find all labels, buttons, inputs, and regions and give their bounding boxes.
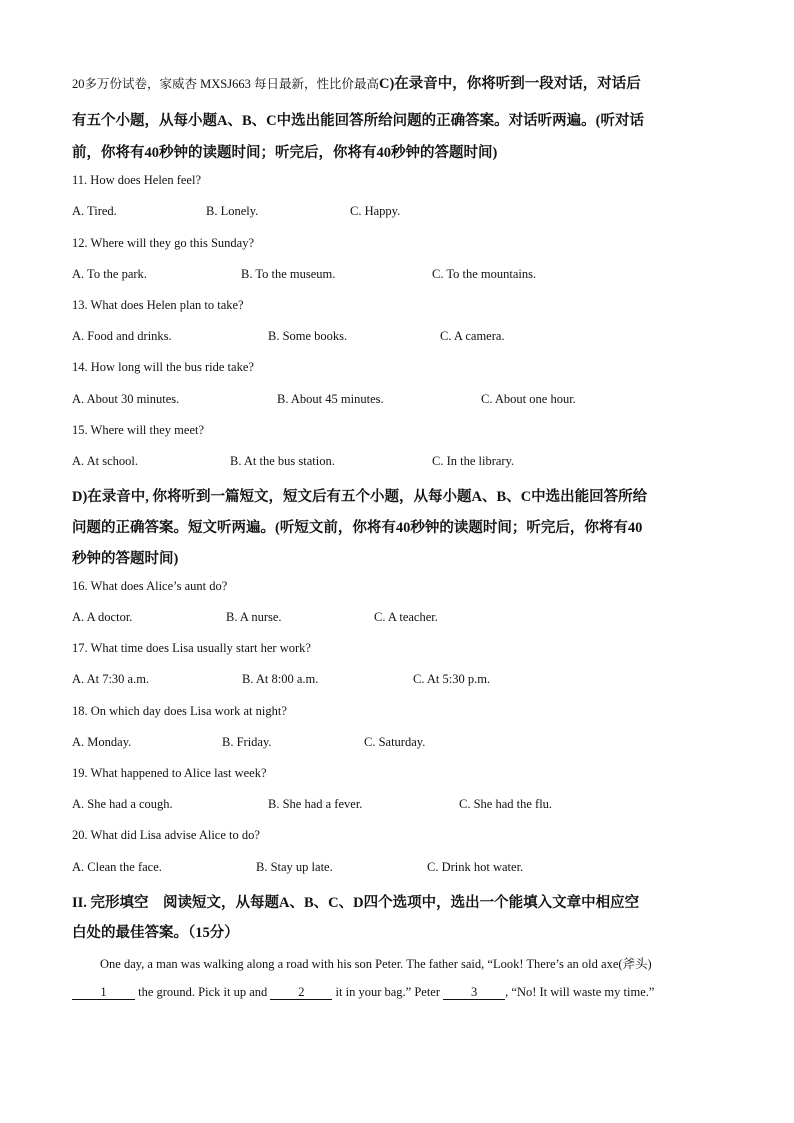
question-18: 18. On which day does Lisa work at night? <box>72 704 287 718</box>
section-c-heading: C)在录音中，你将听到一段对话，对话后 <box>378 76 641 92</box>
q15-option-c: C. In the library. <box>432 454 515 468</box>
q17-option-b: B. At 8:00 a.m. <box>242 672 319 686</box>
q11-option-c: C. Happy. <box>350 204 401 218</box>
q14-option-b: B. About 45 minutes. <box>277 392 384 406</box>
q14-option-c: C. About one hour. <box>481 392 576 406</box>
header-prefix: 20多万份试卷，家威杏 MXSJ663 每日最新，性比价最高 <box>72 77 379 91</box>
q20-option-a: A. Clean the face. <box>72 860 162 874</box>
q13-option-a: A. Food and drinks. <box>72 329 172 343</box>
q11-option-b: B. Lonely. <box>206 204 259 218</box>
passage-text-2a: the ground. Pick it up and <box>135 985 271 999</box>
section-ii-heading: II. 完形填空 阅读短文，从每题A、B、C、D四个选项中，选出一个能填入文章中相应空 <box>72 895 640 911</box>
q20-option-c: C. Drink hot water. <box>427 860 524 874</box>
q12-option-a: A. To the park. <box>72 267 147 281</box>
q19-option-a: A. She had a cough. <box>72 797 173 811</box>
q11-option-a: A. Tired. <box>72 204 117 218</box>
q16-option-c: C. A teacher. <box>374 610 438 624</box>
q16-option-b: B. A nurse. <box>226 610 282 624</box>
question-13: 13. What does Helen plan to take? <box>72 298 244 312</box>
q18-option-a: A. Monday. <box>72 735 132 749</box>
q12-option-c: C. To the mountains. <box>432 267 537 281</box>
passage-line-2 <box>72 985 654 1000</box>
q20-option-b: B. Stay up late. <box>256 860 333 874</box>
section-d-heading: D)在录音中, 你将听到一篇短文，短文后有五个小题，从每小题A、B、C中选出能回答所给 <box>72 489 648 505</box>
q15-option-b: B. At the bus station. <box>230 454 335 468</box>
question-17: 17. What time does Lisa usually start her work? <box>72 641 311 655</box>
question-15: 15. Where will they meet? <box>72 423 205 437</box>
q13-option-b: B. Some books. <box>268 329 348 343</box>
q15-option-a: A. At school. <box>72 454 138 468</box>
passage-text-2b: it in your bag.” Peter <box>332 985 444 999</box>
header-line-1 <box>72 72 641 93</box>
q17-option-c: C. At 5:30 p.m. <box>413 672 491 686</box>
section-d-instruction-3: 秒钟的答题时间) <box>72 551 179 567</box>
question-19: 19. What happened to Alice last week? <box>72 766 267 780</box>
question-14: 14. How long will the bus ride take? <box>72 360 254 374</box>
blank-1[interactable]: 1 <box>72 986 135 1000</box>
q18-option-c: C. Saturday. <box>364 735 426 749</box>
q14-option-a: A. About 30 minutes. <box>72 392 180 406</box>
blank-2[interactable]: 2 <box>270 986 332 1000</box>
q12-option-b: B. To the museum. <box>241 267 336 281</box>
section-d-instruction-2: 问题的正确答案。短文听两遍。(听短文前，你将有40秒钟的读题时间；听完后，你将有40 <box>72 520 643 536</box>
q13-option-c: C. A camera. <box>440 329 505 343</box>
q16-option-a: A. A doctor. <box>72 610 133 624</box>
question-20: 20. What did Lisa advise Alice to do? <box>72 828 260 842</box>
passage-line-1: One day, a man was walking along a road with his son Peter. The father said, “Look! There’s an old axe(斧头) <box>100 957 652 971</box>
question-12: 12. Where will they go this Sunday? <box>72 236 255 250</box>
passage-text-2c: , “No! It will waste my time.” <box>505 985 655 999</box>
q19-option-b: B. She had a fever. <box>268 797 363 811</box>
q19-option-c: C. She had the flu. <box>459 797 553 811</box>
blank-3[interactable]: 3 <box>443 986 505 1000</box>
q18-option-b: B. Friday. <box>222 735 272 749</box>
section-c-instruction-2: 有五个小题，从每小题A、B、C中选出能回答所给问题的正确答案。对话听两遍。(听对话 <box>72 113 644 129</box>
section-c-instruction-3: 前，你将有40秒钟的读题时间；听完后，你将有40秒钟的答题时间) <box>72 145 498 161</box>
q17-option-a: A. At 7:30 a.m. <box>72 672 150 686</box>
question-11: 11. How does Helen feel? <box>72 173 202 187</box>
section-ii-instruction-2: 白处的最佳答案。（15分） <box>72 925 239 941</box>
question-16: 16. What does Alice’s aunt do? <box>72 579 228 593</box>
